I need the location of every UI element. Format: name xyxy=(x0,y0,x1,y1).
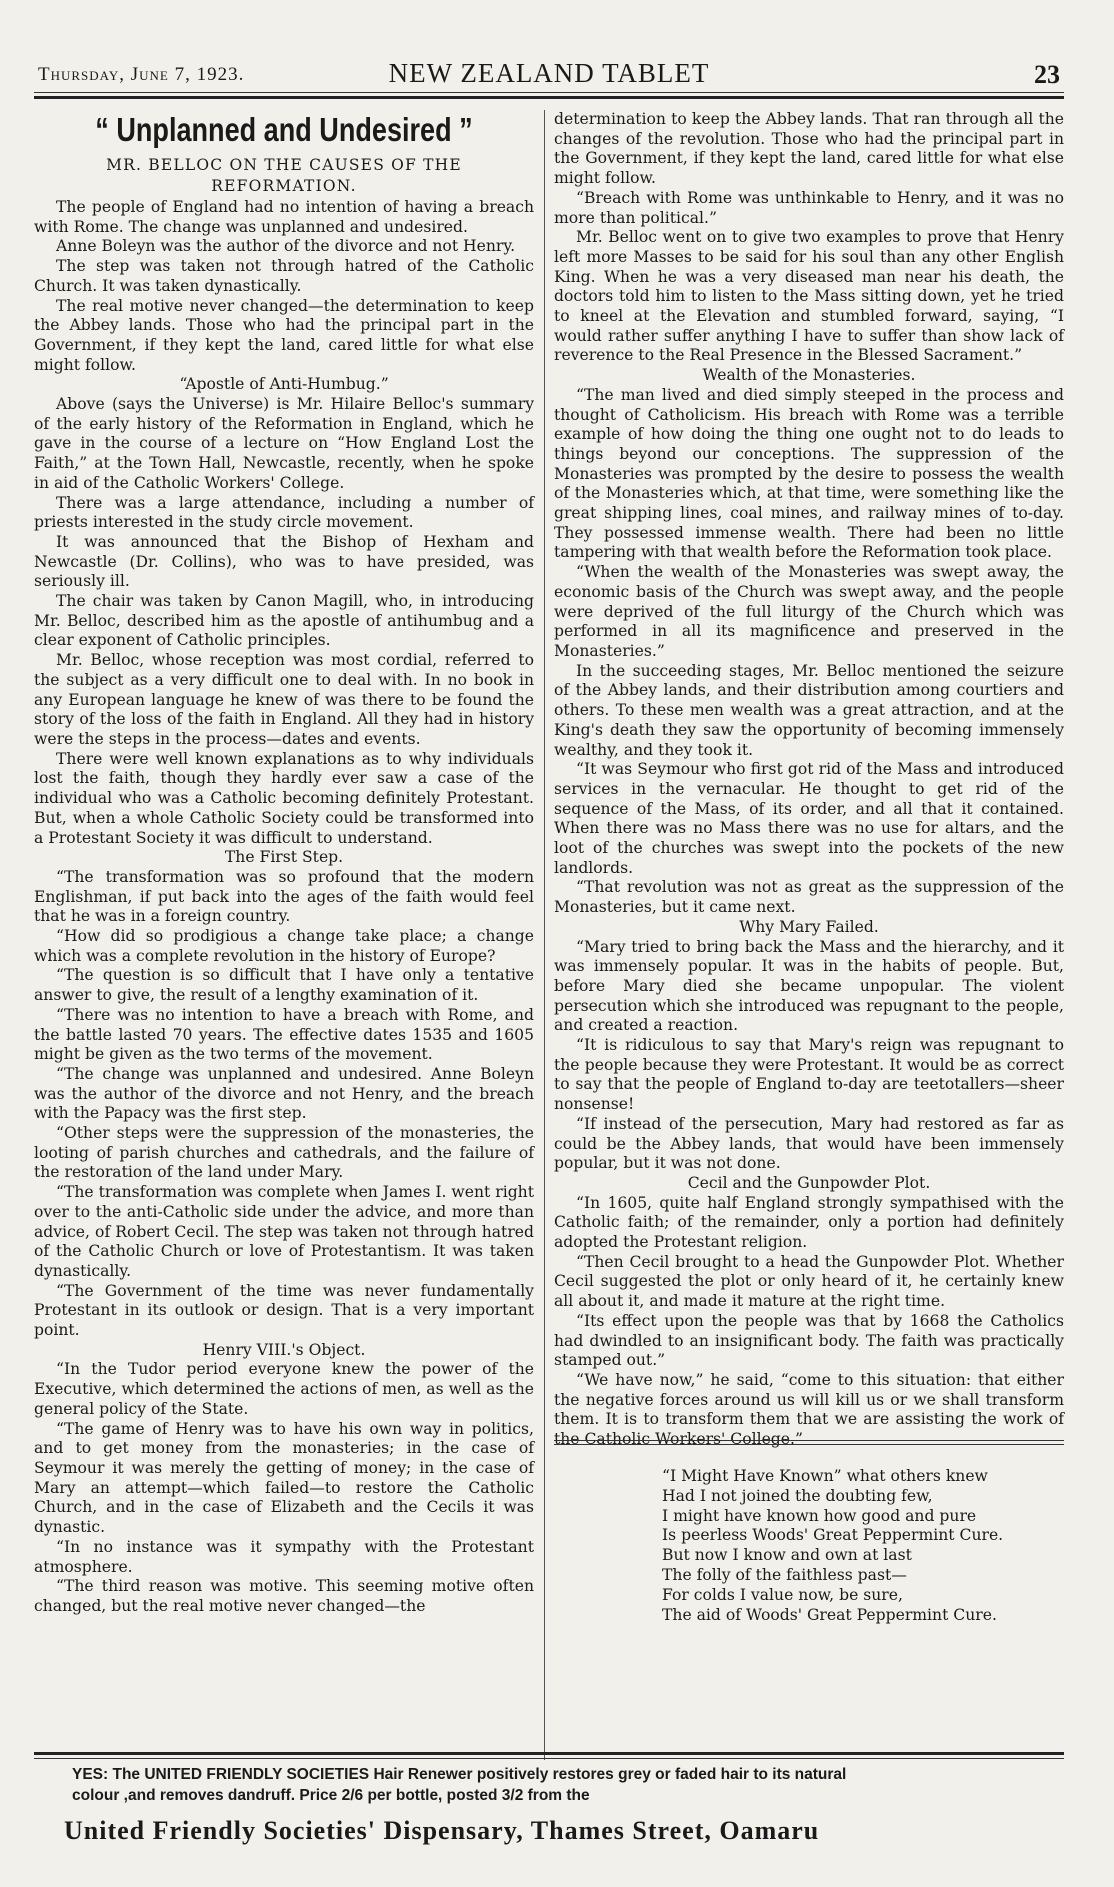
paragraph: Mr. Belloc went on to give two examples to prove that Henry left more Masses to be said for his soul than any other English King. When he was a very diseased man near his death, the doctors told him to listen to the Mass sitting down, yet he tried to kneel at the Elevation and stumbled forward, saying, “I would rather suffer anything I have to suffer than show lack of reverence to the Real Presence in the Blessed Sacrament.” xyxy=(554,228,1064,365)
paragraph: “How did so prodigious a change take place; a change which was a complete revolution in the history of Europe? xyxy=(34,927,534,965)
paragraph: “The question is so difficult that I have only a tentative answer to give, the result of a lengthy examination of it. xyxy=(34,966,534,1005)
paragraph: “The transformation was so profound that the modern Englishman, if put back into the ages of the faith would feel that he was in a foreign country. xyxy=(34,867,534,926)
paragraph: “We have now,” he said, “come to this situation: that either the negative forces around us will kill us or we shall transform them. It is to transform them that we are assisting the work of the Catholic Workers' College.” xyxy=(554,1371,1064,1449)
paragraph: Anne Boleyn was the author of the divorce and not Henry. xyxy=(56,237,516,256)
column-divider xyxy=(544,110,545,1760)
paragraph: “The third reason was motive. This seeming motive often changed, but the real motive never changed—the xyxy=(34,1577,534,1615)
section-heading: The First Step. xyxy=(224,848,344,867)
advert-line: YES: The UNITED FRIENDLY SOCIETIES Hair Renewer positively restores grey or faded hair to its natural xyxy=(72,1766,847,1783)
article-subhead: REFORMATION. xyxy=(211,177,357,195)
peppermint-cure-verse xyxy=(662,1467,1003,1625)
verse-line: I might have known how good and pure xyxy=(662,1506,977,1525)
paragraph: The step was taken not through hatred of the Catholic Church. It was taken dynastically. xyxy=(34,257,534,295)
paragraph: “Mary tried to bring back the Mass and the hierarchy, and it was immensely popular. It was in the habits of people. But, before Mary died she became unpopular. The violent persecution which she introduced was repugnant to the people, and created a reaction. xyxy=(554,937,1064,1035)
paragraph: There was a large attendance, including a number of priests interested in the study circle movement. xyxy=(34,493,534,532)
article-column-right xyxy=(554,110,1064,1450)
verse-line: Is peerless Woods' Great Peppermint Cure. xyxy=(662,1526,1004,1545)
paragraph: Above (says the Universe) is Mr. Hilaire Belloc's summary of the early history of the Reformation in England, which he gave in the course of a lecture on “How England Lost the Faith,” at the Town Hall, Newcastle, recently, when he spoke in aid of the Catholic Workers' College. xyxy=(34,395,534,492)
paragraph: The people of England had no intention of having a breach with Rome. The change was unplanned and undesired. xyxy=(34,198,534,236)
verse-line: Had I not joined the doubting few, xyxy=(662,1486,933,1505)
paragraph: The real motive never changed—the determination to keep the Abbey lands. Those who had the principal part in the Government, if they kept the land, cared little for what else might follow. xyxy=(34,296,534,374)
paragraph: “Other steps were the suppression of the monasteries, the looting of parish churches and cathedrals, and the failure of the restoration of the land under Mary. xyxy=(34,1124,534,1182)
paragraph: “In the Tudor period everyone knew the power of the Executive, which determined the actions of men, as well as the general policy of the State. xyxy=(34,1360,534,1418)
verse-line: The folly of the faithless past— xyxy=(662,1565,907,1584)
advert-rule-thin xyxy=(34,1758,1064,1759)
section-heading: “Apostle of Anti-Humbug.” xyxy=(179,375,389,394)
page-number: 23 xyxy=(1034,60,1060,89)
paragraph: “That revolution was not as great as the suppression of the Monasteries, but it came next. xyxy=(554,878,1064,917)
masthead xyxy=(34,52,1064,88)
paragraph: Mr. Belloc, whose reception was most cordial, referred to the subject as a very difficult one to deal with. In no book in any European language he knew of was there to be found the story of the loss of the faith in England. All they had in history were the steps in the process—dates and events. xyxy=(34,651,534,748)
article-column-left xyxy=(34,110,534,1617)
paragraph: There were well known explanations as to why individuals lost the faith, though they hardly ever saw a case of the individual who was a Catholic becoming definitely Protestant. But, when a whole Catholic Society could be transformed into a Protestant Society it was difficult to understand. xyxy=(34,749,534,847)
article-headline: “ Unplanned and Undesired ” xyxy=(95,111,473,148)
paragraph: “It was Seymour who first got rid of the Mass and introduced services in the vernacular. He thought to get rid of the sequence of the Mass, of its order, and all that it contained. When there was no Mass there was no use for altars, and the loot of the churches was swept into the pockets of the new landlords. xyxy=(554,760,1064,877)
paragraph: “It is ridiculous to say that Mary's reign was repugnant to the people because they were Protestant. It would be as correct to say that the people of England to-day are teetotallers—sheer nonsense! xyxy=(554,1036,1064,1114)
verse-line: For colds I value now, be sure, xyxy=(662,1585,903,1604)
paragraph: “The man lived and died simply steeped in the process and thought of Catholicism. His breach with Rome was a terrible example of how doing the thing one ought not to do leads to things beyond our conceptions. The suppression of the Monasteries was prompted by the desire to possess the wealth of the Monasteries which, at that time, were something like the great shipping lines, coal mines, and railway mines of to-day. They possessed immense wealth. There had been no little tampering with that wealth before the Reformation took place. xyxy=(554,385,1064,562)
paragraph: “The change was unplanned and undesired. Anne Boleyn was the author of the divorce and not Henry, and the breach with the Papacy was the first step. xyxy=(34,1064,534,1123)
section-heading: Why Mary Failed. xyxy=(739,917,879,936)
hair-renewer-advert xyxy=(34,1764,1064,1846)
paragraph: “Its effect upon the people was that by 1668 the Catholics had dwindled to an insignificant body. The faith was practically stamped out.” xyxy=(554,1311,1064,1370)
paragraph: “The transformation was complete when James I. went right over to the anti-Catholic side under the advice, and more than advice, of Robert Cecil. The step was taken not through hatred of the Catholic Church or love of Protestantism. It was taken dynastically. xyxy=(34,1183,534,1280)
poem-rule-top-2 xyxy=(554,1444,1064,1445)
paragraph: “Breach with Rome was unthinkable to Henry, and it was no more than political.” xyxy=(554,188,1064,227)
paragraph: “Then Cecil brought to a head the Gunpowder Plot. Whether Cecil suggested the plot or only heard of it, he certainly knew all about it, and made it mature at the right time. xyxy=(554,1252,1064,1311)
section-heading: Henry VIII.'s Object. xyxy=(202,1340,366,1359)
advert-rule-thick xyxy=(34,1752,1064,1755)
advert-line: colour ,and removes dandruff. Price 2/6 per bottle, posted 3/2 from the xyxy=(72,1787,590,1804)
newspaper-page xyxy=(34,52,1064,1862)
section-heading: Wealth of the Monasteries. xyxy=(702,366,916,385)
paragraph: “In 1605, quite half England strongly sympathised with the Catholic faith; of the remainder, only a portion had definitely adopted the Protestant religion. xyxy=(554,1193,1064,1252)
masthead-rule-thin xyxy=(34,92,1064,93)
paragraph: “The Government of the time was never fundamentally Protestant in its outlook or design. That is a very important point. xyxy=(34,1281,534,1340)
verse-line: The aid of Woods' Great Peppermint Cure. xyxy=(662,1605,997,1624)
paragraph: “In no instance was it sympathy with the Protestant atmosphere. xyxy=(34,1537,534,1576)
issue-date: Thursday, June 7, 1923. xyxy=(38,64,245,85)
verse-line: But now I know and own at last xyxy=(662,1546,912,1565)
paragraph: It was announced that the Bishop of Hexham and Newcastle (Dr. Collins), who was to have presided, was seriously ill. xyxy=(34,532,534,591)
dispensary-address: United Friendly Societies' Dispensary, Thames Street, Oamaru xyxy=(64,1816,820,1845)
paragraph: “The game of Henry was to have his own way in politics, and to get money from the monasteries; in the case of Seymour it was merely the getting of money; in the case of Mary an attempt—which failed—to restore the Catholic Church, and in the case of Elizabeth and the Cecils it was dynastic. xyxy=(34,1419,534,1537)
masthead-rule-thick xyxy=(34,96,1064,99)
paragraph: “There was no intention to have a breach with Rome, and the battle lasted 70 years. The effective dates 1535 and 1605 might be given as the two terms of the movement. xyxy=(34,1005,534,1064)
verse-line: “I Might Have Known” what others knew xyxy=(662,1467,988,1485)
article-subhead: MR. BELLOC ON THE CAUSES OF THE xyxy=(106,156,462,174)
paragraph: “If instead of the persecution, Mary had restored as far as could be the Abbey lands, that would have been immensely popular, but it was not done. xyxy=(554,1114,1064,1173)
paragraph: In the succeeding stages, Mr. Belloc mentioned the seizure of the Abbey lands, and their distribution among courtiers and others. To these men wealth was a great attraction, and at the King's death they saw the opportunity of becoming immensely wealthy, and they took it. xyxy=(554,661,1064,759)
paragraph: The chair was taken by Canon Magill, who, in introducing Mr. Belloc, described him as the apostle of antihumbug and a clear exponent of Catholic principles. xyxy=(34,592,534,650)
newspaper-title: NEW ZEALAND TABLET xyxy=(388,58,710,88)
poem-rule-top xyxy=(554,1440,1064,1441)
section-heading: Cecil and the Gunpowder Plot. xyxy=(687,1173,931,1192)
paragraph: “When the wealth of the Monasteries was swept away, the economic basis of the Church was swept away, and the people were deprived of the full liturgy of the Church which was performed in all its magnificence and preserved in the Monasteries.” xyxy=(554,563,1064,660)
paragraph: determination to keep the Abbey lands. That ran through all the changes of the revolution. Those who had the principal part in the Government, if they kept the land, cared little for what else might follow. xyxy=(554,110,1064,188)
